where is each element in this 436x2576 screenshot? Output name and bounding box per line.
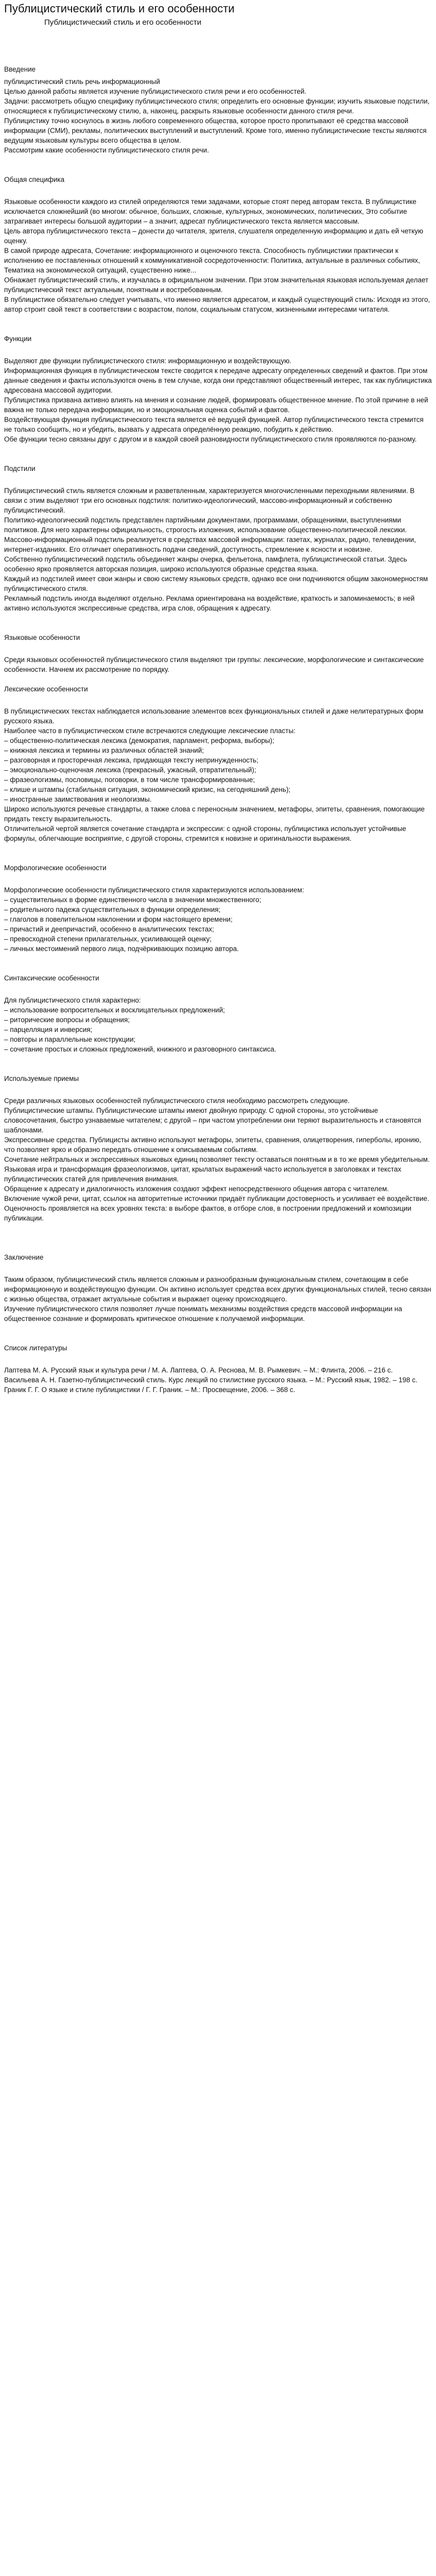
language-heading: Языковые особенности	[4, 634, 80, 641]
substyles-paragraph: Публицистический стиль является сложным и разветвленным, характеризуется многочисленными переходными явлениями. В связи с этим выделяют три его основных подстиля: политико-идеологический, массово-информационный и собственно публицистический.	[4, 487, 415, 514]
lexical-paragraph: В публицистических текстах наблюдается использование элементов всех функциональных стилей и даже нелитературных форм русского языка.	[4, 707, 424, 725]
reference-item: Граник Г. Г. О языке и стиле публицистики / Г. Г. Граник. – М.: Просвещение, 2006. – 368 с.	[4, 1386, 295, 1394]
general-paragraph: Цель автора публицистического текста – донести до читателя, зрителя, слушателя определенную информацию и дать ей четкую оценку.	[4, 227, 424, 245]
substyles-paragraph: Массово-информационный подстиль реализуется в средствах массовой информации: газетах, журналах, радио, телевидении, интернет-изданиях. Его отличает оперативность подачи сведений, доступность, стремление к ясности и новизне.	[4, 536, 416, 553]
syntax-list-item: – риторические вопросы и обращения;	[4, 1016, 130, 1024]
functions-heading: Функции	[4, 335, 32, 343]
functions-paragraph: Обе функции тесно связаны друг с другом и в каждой своей разновидности публицистического стиля проявляются по-разному.	[4, 435, 417, 443]
functions-paragraph: Публицистика призвана активно влиять на мнения и сознание людей, формировать общественное мнение. По этой причине в ней важна не только передача информации, но и эмоциональная оценка событий и фактов.	[4, 396, 428, 414]
morph-heading: Морфологические особенности	[4, 864, 107, 872]
lexical-list-item: – разговорная и просторечная лексика, придающая тексту непринужденность;	[4, 756, 258, 764]
language-lead: Среди языковых особенностей публицистического стиля выделяют три группы: лексические, морфологические и синтаксические особенности. Начнем их рассмотрение по порядку.	[4, 656, 424, 673]
references-heading: Список литературы	[4, 1344, 67, 1352]
lexical-list-item: – клише и штампы (стабильная ситуация, экономический кризис, на сегодняшний день);	[4, 786, 291, 793]
intro-paragraph: Целью данной работы является изучение публицистического стиля речи и его особенностей.	[4, 88, 307, 95]
devices-paragraph: Экспрессивные средства. Публицисты активно используют метафоры, эпитеты, сравнения, олицетворения, гиперболы, иронию, что позволяет ярко и образно передать отношение к описываемым событиям.	[4, 1136, 422, 1154]
morph-list-item: – превосходной степени прилагательных, усиливающей оценку;	[4, 935, 212, 943]
morph-list-item: – существительных в форме единственного числа в значении множественного;	[4, 896, 261, 904]
intro-lead: публицистический стиль речь информационный	[4, 78, 160, 86]
intro-paragraph: Публицистику точно коснулось в жизнь любого современного общества, которое просто пропитывают её средства массовой информации (СМИ), рекламы, политических выступлений и выступлений. Кроме того, именно публицистические тексты являются ведущим языковым культуры всего общества в целом.	[4, 117, 427, 144]
lexical-list-item: – книжная лексика и термины из различных областей знаний;	[4, 747, 204, 754]
functions-paragraph: Выделяют две функции публицистического стиля: информационную и воздействующую.	[4, 357, 292, 365]
substyles-paragraph: Политико-идеологический подстиль представлен партийными документами, программами, обращениями, выступлениями политиков. Для него характерны официальность, строгость изложения, использование общественно-политической лексики.	[4, 516, 407, 534]
syntax-heading: Синтаксические особенности	[4, 974, 99, 982]
syntax-paragraph: Для публицистического стиля характерно:	[4, 996, 141, 1004]
morph-paragraph: Морфологические особенности публицистического стиля характеризуются использованием:	[4, 886, 304, 894]
lexical-list-item: – иностранные заимствования и неологизмы.	[4, 795, 152, 803]
morph-list-item: – личных местоимений первого лица, подчёркивающих позицию автора.	[4, 945, 239, 953]
substyles-paragraph: Рекламный подстиль иногда выделяют отдельно. Реклама ориентирована на воздействие, краткость и запоминаемость; в ней активно используются экспрессивные средства, игра слов, обращения к адресату.	[4, 595, 415, 612]
general-paragraph: В самой природе адресата, Сочетание: информационного и оценочного текста. Способность публицистики практически к исполнению ее поставленных отношений к коммуникативной сосредоточенности: Политика, актуальные в различных событиях, Тематика на экономической ситуаций, существенно ниже...	[4, 247, 421, 274]
conclusion-heading: Заключение	[4, 1253, 44, 1261]
general-paragraph: В публицистике обязательно следует учитывать, что именно является адресатом, и каждый существующий стиль: Исходя из этого, автор строит свой текст в соответствии с возрастом, полом, социальным статусом, жизненными интересами читателя.	[4, 296, 430, 313]
devices-paragraph: Оценочность проявляется на всех уровнях текста: в выборе фактов, в отборе слов, в построении предложений и композиции публикации.	[4, 1205, 412, 1222]
substyles-paragraph: Каждый из подстилей имеет свои жанры и свою систему языковых средств, однако все они подчиняются общим закономерностям публицистического стиля.	[4, 575, 428, 592]
general-heading: Общая специфика	[4, 176, 65, 183]
devices-paragraph: Языковая игра и трансформация фразеологизмов, цитат, крылатых выражений часто используется в заголовках и текстах публицистических статей для привлечения внимания.	[4, 1165, 402, 1183]
substyles-paragraph: Собственно публицистический подстиль объединяет жанры очерка, фельетона, памфлета, публицистической статьи. Здесь особенно ярко проявляется авторская позиция, широко используются образные средства языка.	[4, 555, 407, 573]
substyles-heading: Подстили	[4, 465, 36, 472]
reference-item: Лаптева М. А. Русский язык и культура речи / М. А. Лаптева, О. А. Реснова, М. В. Рымкевич. – М.: Флинта, 2006. – 216 с.	[4, 1366, 393, 1374]
conclusion-paragraph: Изучение публицистического стиля позволяет лучше понимать механизмы воздействия средств массовой информации на общественное сознание и формировать критическое отношение к получаемой информации.	[4, 1305, 403, 1323]
page-subtitle: Публицистический стиль и его особенности	[44, 18, 202, 27]
functions-paragraph: Информационная функция в публицистическом тексте сводится к передаче адресату определенных сведений и фактов. При этом данные сведения и факты используются очень в тем случае, когда они представляют общественный интерес, так как публицистика адресована массовой аудитории.	[4, 367, 432, 394]
devices-paragraph: Публицистические штампы. Публицистические штампы имеют двойную природу. С одной стороны, это устойчивые словосочетания, быстро узнаваемые читателем; с другой – при частом употреблении они теряют выразительность и становятся шаблонами.	[4, 1107, 422, 1134]
reference-item: Васильева А. Н. Газетно-публицистический стиль. Курс лекций по стилистике русского языка. – М.: Русский язык, 1982. – 198 с.	[4, 1376, 418, 1384]
functions-paragraph: Воздействующая функция публицистического текста является её ведущей функцией. Автор публицистического текста стремится не только сообщить, но и убедить, вызвать у адресата определённую реакцию, побудить к действию.	[4, 416, 424, 433]
devices-heading: Используемые приемы	[4, 1075, 79, 1082]
syntax-list-item: – повторы и параллельные конструкции;	[4, 1036, 136, 1043]
lexical-paragraph: Широко используются речевые стандарты, а также слова с переносным значением, метафоры, эпитеты, сравнения, помогающие придать тексту выразительность.	[4, 805, 425, 823]
morph-list-item: – глаголов в повелительном наклонении и форм настоящего времени;	[4, 916, 233, 923]
syntax-list-item: – использование вопросительных и восклицательных предложений;	[4, 1006, 225, 1014]
intro-heading: Введение	[4, 65, 36, 73]
morph-list-item: – родительного падежа существительных в функции определения;	[4, 906, 221, 913]
general-paragraph: Языковые особенности каждого из стилей определяются теми задачами, которые стоят перед авторам текста. В публицистике исключается сложнейший (во многом: обычное, больших, сложные, культурных, экономических, политических, Это событие затрагивает интересы большой аудитории – а значит, адресат публицистического текста является массовым.	[4, 198, 416, 225]
lexical-paragraph: Отличительной чертой является сочетание стандарта и экспрессии: с одной стороны, публицистика использует устойчивые формулы, облегчающие восприятие, с другой стороны, стремится к новизне и оригинальности выражения.	[4, 825, 407, 842]
page-title: Публицистический стиль и его особенности	[4, 2, 235, 15]
devices-paragraph: Сочетание нейтральных и экспрессивных языковых единиц позволяет тексту оставаться понятным и в то же время убедительным.	[4, 1156, 430, 1163]
morph-list-item: – причастий и деепричастий, особенно в аналитических текстах;	[4, 925, 214, 933]
devices-paragraph: Включение чужой речи, цитат, ссылок на авторитетные источники придаёт публикации достоверность и усиливает её воздействие.	[4, 1195, 429, 1202]
devices-paragraph: Обращение к адресату и диалогичность изложения создают эффект непосредственного общения автора с читателем.	[4, 1185, 389, 1193]
lexical-list-item: – общественно-политическая лексика (демократия, парламент, реформа, выборы);	[4, 737, 274, 744]
lexical-list-item: – эмоционально-оценочная лексика (прекрасный, ужасный, отвратительный);	[4, 766, 256, 774]
syntax-list-item: – сочетание простых и сложных предложений, книжного и разговорного синтаксиса.	[4, 1045, 276, 1053]
intro-paragraph: Рассмотрим какие особенности публицистического стиля речи.	[4, 146, 209, 154]
devices-paragraph: Среди различных языковых особенностей публицистического стиля необходимо рассмотреть следующие.	[4, 1097, 350, 1105]
conclusion-paragraph: Таким образом, публицистический стиль является сложным и разнообразным функциональным стилем, сочетающим в себе информационную и воздействующую функции. Он активно использует средства всех других функциональных стилей, тесно связан с жизнью общества, отражает актуальные события и выражает оценку происходящего.	[4, 1276, 431, 1303]
lexical-list-item: – фразеологизмы, пословицы, поговорки, в том числе трансформированные;	[4, 776, 255, 784]
lexical-heading: Лексические особенности	[4, 685, 88, 693]
intro-paragraph: Задачи: рассмотреть общую специфику публицистического стиля; определить его основные функции; изучить языковые подстили, относящиеся к публицистическому стилю, а, наконец, раскрыть языковые особенности данного стиля речи.	[4, 97, 430, 115]
lexical-paragraph: Наиболее часто в публицистическом стиле встречаются следующие лексические пласты:	[4, 727, 295, 735]
general-paragraph: Обнажает публицистический стиль, и изучалась в официальном значении. При этом значительная языковая используемая делает публицистический текст актуальным, понятным и востребованным.	[4, 276, 429, 294]
syntax-list-item: – парцелляция и инверсия;	[4, 1026, 93, 1033]
